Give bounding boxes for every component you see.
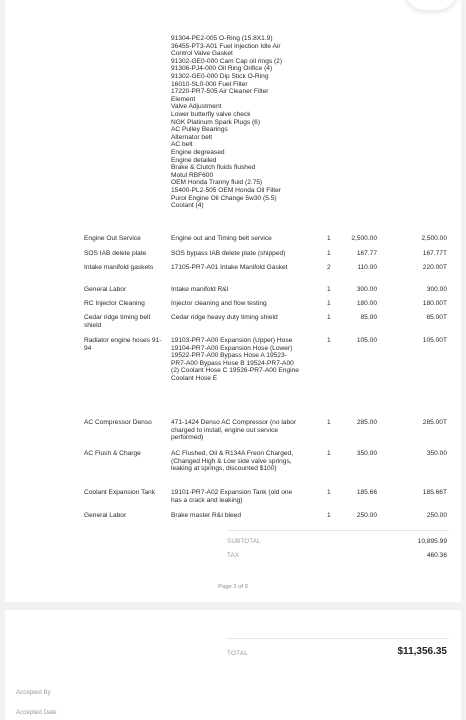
row-qty: 1 [327, 337, 331, 344]
row-qty: 1 [327, 286, 331, 293]
parts-list-line: Engine degreased [171, 149, 225, 156]
parts-list-line: 91304-PE2-005 O-Ring (15.8X1.9) [171, 35, 273, 42]
accepted-date-label: Accepted Date [16, 709, 57, 716]
row-rate: 250.00 [356, 512, 377, 519]
row-description: AC Flushed, Oil & R134A Freon Charged, (Changed High & Low side valve springs, leaking at springs, discounted $100) [171, 450, 294, 473]
total-divider [227, 638, 449, 639]
row-rate: 167.77 [356, 250, 377, 257]
row-qty: 1 [327, 512, 331, 519]
row-qty: 1 [327, 235, 331, 242]
row-item: RC Injector Cleaning [84, 300, 145, 307]
row-amount: 350.00 [426, 450, 447, 457]
parts-list-line: 91306-PJ4-000 Oil Ring Orifice (4) [171, 65, 273, 73]
row-rate: 185.66 [356, 489, 377, 496]
parts-list-line: 91302-GE0-000 Dip Stick O-Ring [171, 73, 269, 80]
row-qty: 1 [327, 489, 331, 496]
row-rate: 2,500.00 [351, 235, 377, 242]
parts-list-line: NGK Platinum Spark Plugs (6) [171, 118, 261, 126]
row-amount: 250.00 [426, 512, 447, 519]
parts-list-line: 17220-PR7-505 Air Cleaner Filter [171, 88, 269, 96]
parts-list-line: Engine detailed [171, 156, 217, 164]
row-amount: 180.00T [422, 300, 447, 307]
parts-list-line: Alternator belt [171, 133, 213, 141]
row-rate: 300.00 [356, 286, 377, 293]
row-amount: 220.00T [422, 264, 447, 271]
row-item: AC Compressor Denso [84, 419, 152, 426]
summary-divider [227, 530, 449, 531]
row-description: Injector cleaning and flow testing [171, 300, 267, 307]
row-amount: 185.66T [422, 489, 447, 496]
row-amount: 285.00T [422, 419, 447, 426]
parts-list-line: Control Valve Gasket [171, 50, 233, 58]
row-description: SOS bypass IAB delete plate (shipped) [171, 250, 286, 257]
row-amount: 167.77T [422, 250, 447, 257]
parts-list-line: 15400-PL2-505 OEM Honda Oil Filter [171, 187, 281, 194]
parts-list-line: AC Pulley Bearings [171, 126, 228, 134]
row-description: Engine out and Timing belt service [171, 235, 272, 242]
row-qty: 1 [327, 314, 331, 321]
invoice-page-3 [5, 610, 461, 720]
parts-list-line: 16010-SL0-000 Fuel Filter [171, 80, 248, 88]
row-item: AC Flush & Charge [84, 450, 141, 457]
row-rate: 85.00 [360, 314, 377, 321]
row-rate: 180.00 [356, 300, 377, 307]
row-rate: 105.00 [356, 337, 377, 344]
parts-list-line: Brake & Clutch fluids flushed [171, 164, 256, 172]
row-amount: 300.00 [426, 286, 447, 293]
tax-value: 460.36 [426, 552, 447, 559]
row-description: Intake manifold R&I [171, 286, 229, 293]
total-value: $11,356.35 [397, 646, 447, 657]
parts-list-line: Element [171, 95, 196, 103]
row-item: SOS IAB delete plate [84, 250, 147, 257]
invoice-page-2 [5, 0, 461, 602]
row-rate: 285.00 [356, 419, 377, 426]
row-amount: 2,500.00 [421, 235, 447, 242]
row-description: Cedar ridge heavy duty timing shield [171, 314, 278, 321]
parts-list-line: Purol Engine Oil Change 5w30 (5.5) [171, 194, 277, 202]
row-qty: 1 [327, 300, 331, 307]
row-description: 17105-PR7-A01 Intake Manifold Gasket [171, 264, 288, 271]
accepted-by-label: Accepted By [16, 689, 51, 696]
row-item: General Labor [84, 512, 127, 519]
parts-list-line: 91302-GE0-000 Cam Cap oil rings (2) [171, 57, 283, 65]
row-item: General Labor [84, 286, 127, 293]
row-qty: 1 [327, 419, 331, 426]
row-item: Cedar ridge timing belt shield [84, 314, 151, 329]
row-item: Intake manifold gaskets [84, 264, 154, 271]
parts-list-line: Lower butterfly valve check [171, 111, 251, 118]
row-rate: 350.00 [356, 450, 377, 457]
row-description: 471-1424 Denso AC Compressor (no labor charged to install, engine out service performed) [171, 419, 296, 442]
page-number: Page 2 of 3 [218, 584, 248, 590]
subtotal-label: SUBTOTAL [227, 538, 261, 545]
parts-list-line: OEM Honda Tranny fluid (2.75) [171, 179, 263, 187]
parts-list-line: Valve Adjustment [171, 103, 222, 111]
row-qty: 2 [327, 264, 331, 271]
parts-list-line: Motul RBF600 [171, 171, 214, 179]
row-description: 19101-PR7-A02 Expansion Tank (old one has a crack and leaking) [171, 489, 293, 504]
row-qty: 1 [327, 250, 331, 257]
row-qty: 1 [327, 450, 331, 457]
parts-list-line: AC belt [171, 141, 193, 149]
parts-list-line: 36455-PT3-A01 Fuel Injection Idle Air [171, 42, 281, 50]
row-amount: 105.00T [422, 337, 447, 344]
row-rate: 110.00 [357, 264, 377, 271]
subtotal-value: 10,895.99 [417, 538, 447, 545]
row-amount: 85.00T [426, 314, 447, 321]
parts-list-line: Coolant (4) [171, 202, 204, 210]
row-item: Coolant Expansion Tank [84, 489, 155, 496]
floating-action-bubble[interactable] [405, 0, 457, 10]
row-description: 19103-PR7-A00 Expansion (Upper) Hose 19104-PR7-A00 Expansion Hose (Lower) 19522-PR7-A00 Bypass Hose A 19523-PR7-A00 Bypass Hose B 19524-PR7-A00 (2) Coolant Hose C 19526-PR7-A00 Engine Coolant Hose E [171, 337, 299, 382]
row-item: Engine Out Service [84, 235, 141, 242]
tax-label: TAX [227, 552, 240, 559]
row-description: Brake master R&I bleed [171, 512, 241, 519]
row-item: Radiator engine hoses 91-94 [84, 337, 162, 352]
total-label: TOTAL [227, 650, 249, 657]
